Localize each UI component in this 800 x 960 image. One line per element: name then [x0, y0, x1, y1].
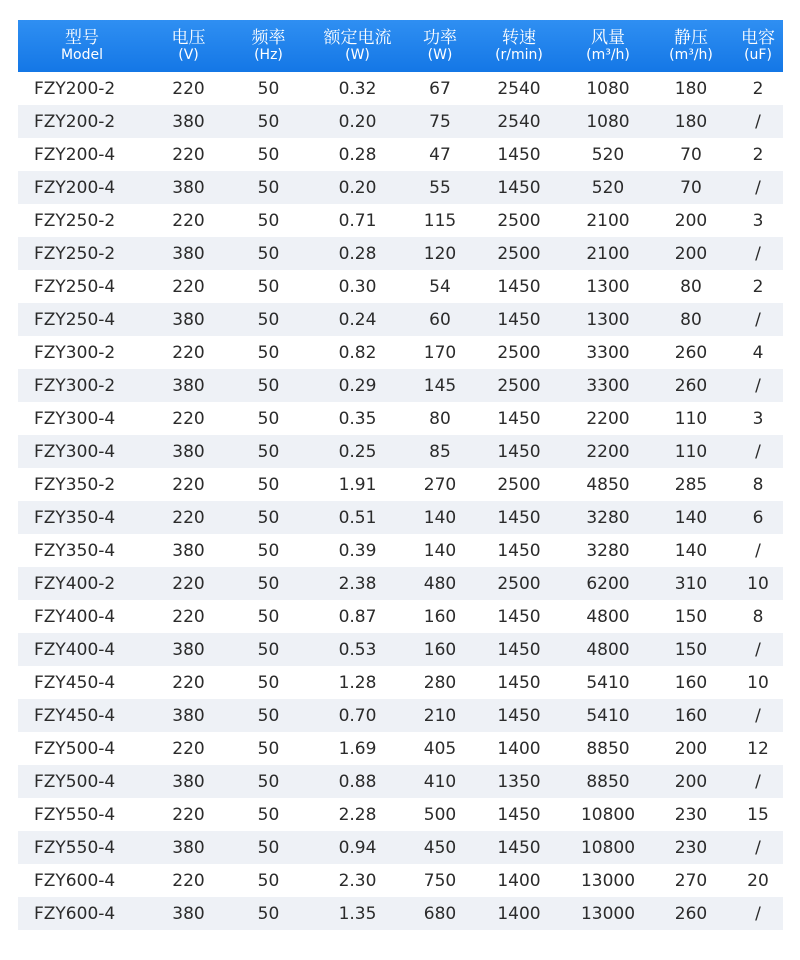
- cell-static-pressure: 150: [674, 639, 708, 660]
- cell-frequency: 50: [257, 903, 280, 924]
- cell-power: 280: [423, 672, 457, 693]
- cell-power: 500: [423, 804, 457, 825]
- cell-voltage: 220: [172, 606, 205, 627]
- cell-rated-current: 0.88: [338, 771, 377, 792]
- cell-airflow: 1080: [586, 111, 630, 132]
- cell-rated-current: 0.82: [338, 342, 377, 363]
- cell-airflow: 2100: [586, 210, 630, 231]
- cell-frequency: 50: [257, 408, 280, 429]
- cell-capacitor: 3: [752, 210, 764, 231]
- header-label: 电压: [171, 27, 206, 48]
- cell-speed: 1450: [497, 672, 541, 693]
- cell-model: FZY450-4: [34, 672, 116, 693]
- cell-capacitor: 6: [752, 507, 764, 528]
- cell-voltage: 380: [172, 441, 205, 462]
- cell-power: 160: [423, 606, 457, 627]
- cell-voltage: 380: [172, 837, 205, 858]
- cell-static-pressure: 110: [674, 408, 708, 429]
- header-label: 风量: [591, 27, 625, 48]
- cell-model: FZY350-4: [34, 507, 116, 528]
- cell-rated-current: 2.30: [338, 870, 377, 891]
- cell-rated-current: 0.51: [338, 507, 377, 528]
- cell-capacitor: /: [755, 441, 761, 462]
- cell-static-pressure: 140: [674, 540, 708, 561]
- cell-voltage: 380: [172, 540, 205, 561]
- cell-voltage: 380: [172, 309, 205, 330]
- cell-voltage: 380: [172, 771, 205, 792]
- cell-frequency: 50: [257, 771, 280, 792]
- cell-speed: 2500: [497, 375, 541, 396]
- cell-speed: 1450: [497, 837, 541, 858]
- cell-capacitor: /: [755, 309, 761, 330]
- cell-power: 67: [429, 78, 451, 99]
- cell-model: FZY450-4: [34, 705, 116, 726]
- cell-model: FZY600-4: [34, 903, 116, 924]
- table-row: [18, 237, 783, 270]
- table-row: [18, 798, 783, 831]
- cell-rated-current: 0.29: [338, 375, 377, 396]
- cell-speed: 2540: [497, 78, 541, 99]
- header-speed: [471, 20, 567, 72]
- cell-capacitor: 8: [752, 606, 764, 627]
- cell-rated-current: 0.94: [338, 837, 377, 858]
- cell-frequency: 50: [257, 309, 280, 330]
- table-row: [18, 897, 783, 930]
- cell-frequency: 50: [257, 639, 280, 660]
- cell-model: FZY300-4: [34, 408, 116, 429]
- cell-airflow: 3280: [586, 507, 630, 528]
- cell-power: 270: [423, 474, 457, 495]
- cell-frequency: 50: [257, 705, 280, 726]
- cell-frequency: 50: [257, 837, 280, 858]
- cell-speed: 1400: [497, 870, 541, 891]
- cell-model: FZY200-4: [34, 177, 116, 198]
- header-rated-current: [306, 20, 409, 72]
- cell-capacitor: /: [755, 243, 761, 264]
- table-row: [18, 204, 783, 237]
- table-row: [18, 468, 783, 501]
- header-unit: (m³/h): [586, 46, 630, 63]
- cell-model: FZY300-2: [34, 375, 116, 396]
- cell-capacitor: /: [755, 639, 761, 660]
- table-row: [18, 138, 783, 171]
- cell-rated-current: 2.38: [338, 573, 377, 594]
- cell-speed: 1450: [497, 177, 541, 198]
- cell-capacitor: 8: [752, 474, 764, 495]
- table-row: [18, 666, 783, 699]
- cell-capacitor: 15: [747, 804, 769, 825]
- header-power: [409, 20, 471, 72]
- cell-model: FZY200-4: [34, 144, 116, 165]
- cell-static-pressure: 285: [674, 474, 708, 495]
- cell-capacitor: 2: [752, 78, 764, 99]
- cell-voltage: 220: [172, 342, 205, 363]
- cell-speed: 1450: [497, 705, 541, 726]
- cell-static-pressure: 70: [680, 177, 702, 198]
- cell-power: 145: [423, 375, 457, 396]
- header-label: 静压: [674, 27, 708, 48]
- cell-frequency: 50: [257, 243, 280, 264]
- cell-frequency: 50: [257, 507, 280, 528]
- cell-model: FZY250-4: [34, 276, 116, 297]
- cell-voltage: 380: [172, 705, 205, 726]
- cell-airflow: 3300: [586, 375, 630, 396]
- cell-speed: 1450: [497, 276, 541, 297]
- cell-voltage: 380: [172, 111, 205, 132]
- table-row: [18, 72, 783, 105]
- cell-capacitor: /: [755, 540, 761, 561]
- cell-static-pressure: 230: [674, 804, 708, 825]
- header-unit: (W): [345, 46, 370, 63]
- cell-power: 115: [423, 210, 457, 231]
- cell-voltage: 220: [172, 144, 205, 165]
- cell-power: 60: [429, 309, 451, 330]
- cell-static-pressure: 230: [674, 837, 708, 858]
- cell-frequency: 50: [257, 441, 280, 462]
- cell-model: FZY250-2: [34, 243, 116, 264]
- cell-airflow: 13000: [580, 903, 636, 924]
- cell-voltage: 220: [172, 408, 205, 429]
- cell-model: FZY500-4: [34, 738, 116, 759]
- cell-frequency: 50: [257, 342, 280, 363]
- cell-model: FZY250-4: [34, 309, 116, 330]
- cell-airflow: 5410: [586, 705, 630, 726]
- cell-airflow: 1080: [586, 78, 630, 99]
- cell-voltage: 220: [172, 474, 205, 495]
- cell-rated-current: 0.20: [338, 177, 377, 198]
- header-static-pressure: [649, 20, 733, 72]
- cell-voltage: 380: [172, 177, 205, 198]
- table-row: [18, 699, 783, 732]
- table-row: [18, 303, 783, 336]
- cell-static-pressure: 80: [680, 276, 702, 297]
- cell-model: FZY600-4: [34, 870, 116, 891]
- cell-rated-current: 1.91: [338, 474, 377, 495]
- cell-voltage: 220: [172, 870, 205, 891]
- cell-power: 120: [423, 243, 457, 264]
- table-row: [18, 402, 783, 435]
- cell-voltage: 380: [172, 639, 205, 660]
- cell-static-pressure: 70: [680, 144, 702, 165]
- cell-model: FZY550-4: [34, 804, 116, 825]
- cell-capacitor: 3: [752, 408, 764, 429]
- cell-capacitor: 10: [747, 573, 769, 594]
- table-header: [18, 20, 783, 72]
- cell-rated-current: 0.20: [338, 111, 377, 132]
- table-row: [18, 633, 783, 666]
- cell-capacitor: 4: [752, 342, 764, 363]
- table-body: [18, 72, 783, 930]
- cell-rated-current: 0.87: [338, 606, 377, 627]
- header-unit: (V): [178, 46, 199, 63]
- table-row: [18, 435, 783, 468]
- cell-model: FZY350-4: [34, 540, 116, 561]
- cell-speed: 2540: [497, 111, 541, 132]
- cell-airflow: 10800: [580, 837, 636, 858]
- cell-airflow: 1300: [586, 309, 630, 330]
- cell-power: 55: [429, 177, 451, 198]
- table-row: [18, 105, 783, 138]
- cell-static-pressure: 200: [674, 738, 708, 759]
- header-unit: (m³/h): [669, 46, 713, 63]
- cell-frequency: 50: [257, 870, 280, 891]
- table-row: [18, 600, 783, 633]
- cell-power: 410: [423, 771, 457, 792]
- cell-rated-current: 0.32: [338, 78, 377, 99]
- cell-static-pressure: 140: [674, 507, 708, 528]
- cell-frequency: 50: [257, 672, 280, 693]
- cell-power: 140: [423, 507, 457, 528]
- cell-airflow: 3300: [586, 342, 630, 363]
- cell-capacitor: /: [755, 177, 761, 198]
- cell-power: 750: [423, 870, 457, 891]
- table-row: [18, 567, 783, 600]
- cell-power: 170: [423, 342, 457, 363]
- cell-airflow: 6200: [586, 573, 630, 594]
- fan-spec-table: [18, 20, 783, 930]
- cell-airflow: 520: [591, 177, 625, 198]
- cell-capacitor: /: [755, 111, 761, 132]
- cell-capacitor: /: [755, 705, 761, 726]
- cell-voltage: 220: [172, 276, 205, 297]
- cell-airflow: 4800: [586, 606, 630, 627]
- header-capacitor: [733, 20, 783, 72]
- cell-static-pressure: 200: [674, 210, 708, 231]
- cell-frequency: 50: [257, 474, 280, 495]
- table-row: [18, 171, 783, 204]
- cell-rated-current: 0.28: [338, 243, 377, 264]
- table-row: [18, 369, 783, 402]
- cell-frequency: 50: [257, 111, 280, 132]
- cell-frequency: 50: [257, 144, 280, 165]
- cell-voltage: 220: [172, 738, 205, 759]
- cell-airflow: 8850: [586, 771, 630, 792]
- cell-voltage: 220: [172, 210, 205, 231]
- cell-power: 450: [423, 837, 457, 858]
- cell-capacitor: /: [755, 771, 761, 792]
- cell-frequency: 50: [257, 573, 280, 594]
- cell-speed: 2500: [497, 342, 541, 363]
- cell-power: 405: [423, 738, 457, 759]
- cell-speed: 1450: [497, 606, 541, 627]
- cell-airflow: 2200: [586, 441, 630, 462]
- cell-static-pressure: 160: [674, 705, 708, 726]
- cell-rated-current: 1.28: [338, 672, 377, 693]
- table-row: [18, 270, 783, 303]
- cell-model: FZY200-2: [34, 78, 116, 99]
- spec-table-container: [18, 20, 783, 930]
- cell-model: FZY300-2: [34, 342, 116, 363]
- cell-voltage: 220: [172, 78, 205, 99]
- cell-model: FZY550-4: [34, 837, 116, 858]
- cell-speed: 1400: [497, 738, 541, 759]
- cell-static-pressure: 200: [674, 771, 708, 792]
- header-unit: Model: [60, 46, 104, 63]
- cell-capacitor: /: [755, 903, 761, 924]
- cell-power: 480: [423, 573, 457, 594]
- cell-frequency: 50: [257, 210, 280, 231]
- cell-frequency: 50: [257, 540, 280, 561]
- cell-rated-current: 0.39: [338, 540, 377, 561]
- cell-speed: 2500: [497, 210, 541, 231]
- cell-voltage: 380: [172, 903, 205, 924]
- cell-power: 85: [429, 441, 451, 462]
- cell-power: 47: [429, 144, 451, 165]
- header-unit: (Hz): [254, 46, 283, 63]
- cell-speed: 1400: [497, 903, 541, 924]
- cell-capacitor: /: [755, 375, 761, 396]
- cell-frequency: 50: [257, 177, 280, 198]
- header-unit: (W): [427, 46, 453, 63]
- cell-power: 80: [429, 408, 451, 429]
- table-row: [18, 732, 783, 765]
- cell-power: 75: [429, 111, 451, 132]
- cell-speed: 1450: [497, 639, 541, 660]
- cell-speed: 1450: [497, 441, 541, 462]
- table-row: [18, 336, 783, 369]
- cell-model: FZY500-4: [34, 771, 116, 792]
- cell-voltage: 220: [172, 507, 205, 528]
- cell-static-pressure: 200: [674, 243, 708, 264]
- cell-speed: 1450: [497, 507, 541, 528]
- cell-airflow: 520: [591, 144, 625, 165]
- cell-capacitor: 2: [752, 144, 764, 165]
- cell-airflow: 4800: [586, 639, 630, 660]
- cell-rated-current: 0.53: [338, 639, 377, 660]
- header-frequency: [231, 20, 306, 72]
- table-row: [18, 864, 783, 897]
- cell-speed: 1450: [497, 408, 541, 429]
- cell-static-pressure: 80: [680, 309, 702, 330]
- cell-rated-current: 0.71: [338, 210, 377, 231]
- cell-voltage: 220: [172, 573, 205, 594]
- cell-airflow: 3280: [586, 540, 630, 561]
- cell-frequency: 50: [257, 78, 280, 99]
- cell-static-pressure: 270: [674, 870, 708, 891]
- header-unit: (r/min): [495, 46, 543, 63]
- cell-power: 210: [423, 705, 457, 726]
- cell-voltage: 220: [172, 672, 205, 693]
- cell-model: FZY200-2: [34, 111, 116, 132]
- cell-airflow: 13000: [580, 870, 636, 891]
- cell-voltage: 220: [172, 804, 205, 825]
- cell-airflow: 2200: [586, 408, 630, 429]
- header-label: 型号: [65, 27, 99, 48]
- cell-airflow: 1300: [586, 276, 630, 297]
- cell-rated-current: 0.70: [338, 705, 377, 726]
- cell-speed: 1350: [497, 771, 541, 792]
- cell-capacitor: 20: [747, 870, 769, 891]
- cell-voltage: 380: [172, 243, 205, 264]
- cell-capacitor: /: [755, 837, 761, 858]
- cell-airflow: 8850: [586, 738, 630, 759]
- header-label: 频率: [251, 27, 286, 48]
- cell-model: FZY400-4: [34, 639, 116, 660]
- cell-model: FZY300-4: [34, 441, 116, 462]
- cell-rated-current: 0.28: [338, 144, 377, 165]
- cell-speed: 2500: [497, 573, 541, 594]
- table-row: [18, 765, 783, 798]
- cell-model: FZY350-2: [34, 474, 116, 495]
- cell-static-pressure: 310: [674, 573, 708, 594]
- cell-speed: 1450: [497, 804, 541, 825]
- cell-static-pressure: 260: [674, 375, 708, 396]
- cell-voltage: 380: [172, 375, 205, 396]
- cell-airflow: 10800: [580, 804, 636, 825]
- header-unit: (uF): [744, 46, 772, 63]
- cell-frequency: 50: [257, 606, 280, 627]
- cell-rated-current: 1.69: [338, 738, 377, 759]
- cell-rated-current: 1.35: [338, 903, 377, 924]
- table-row: [18, 501, 783, 534]
- cell-power: 54: [429, 276, 451, 297]
- cell-power: 680: [423, 903, 457, 924]
- cell-rated-current: 0.30: [338, 276, 377, 297]
- cell-power: 140: [423, 540, 457, 561]
- cell-static-pressure: 180: [674, 78, 708, 99]
- cell-airflow: 4850: [586, 474, 630, 495]
- cell-speed: 2500: [497, 474, 541, 495]
- cell-speed: 1450: [497, 309, 541, 330]
- cell-rated-current: 0.24: [338, 309, 377, 330]
- header-airflow: [567, 20, 649, 72]
- header-voltage: [146, 20, 231, 72]
- cell-static-pressure: 180: [674, 111, 708, 132]
- header-row: [18, 20, 783, 72]
- cell-capacitor: 12: [747, 738, 769, 759]
- cell-model: FZY400-4: [34, 606, 116, 627]
- cell-airflow: 5410: [586, 672, 630, 693]
- cell-capacitor: 2: [752, 276, 764, 297]
- header-label: 额定电流: [323, 27, 392, 48]
- cell-model: FZY250-2: [34, 210, 116, 231]
- cell-speed: 1450: [497, 144, 541, 165]
- cell-capacitor: 10: [747, 672, 769, 693]
- cell-static-pressure: 150: [674, 606, 708, 627]
- table-row: [18, 534, 783, 567]
- cell-rated-current: 2.28: [338, 804, 377, 825]
- cell-frequency: 50: [257, 375, 280, 396]
- header-label: 电容: [741, 27, 775, 48]
- cell-frequency: 50: [257, 276, 280, 297]
- cell-frequency: 50: [257, 738, 280, 759]
- cell-model: FZY400-2: [34, 573, 116, 594]
- cell-rated-current: 0.25: [338, 441, 377, 462]
- cell-speed: 1450: [497, 540, 541, 561]
- cell-airflow: 2100: [586, 243, 630, 264]
- cell-power: 160: [423, 639, 457, 660]
- cell-speed: 2500: [497, 243, 541, 264]
- header-label: 转速: [502, 27, 536, 48]
- cell-static-pressure: 260: [674, 903, 708, 924]
- cell-static-pressure: 110: [674, 441, 708, 462]
- header-label: 功率: [423, 27, 457, 48]
- cell-static-pressure: 260: [674, 342, 708, 363]
- cell-static-pressure: 160: [674, 672, 708, 693]
- table-row: [18, 831, 783, 864]
- cell-frequency: 50: [257, 804, 280, 825]
- cell-rated-current: 0.35: [338, 408, 377, 429]
- header-model: [18, 20, 146, 72]
